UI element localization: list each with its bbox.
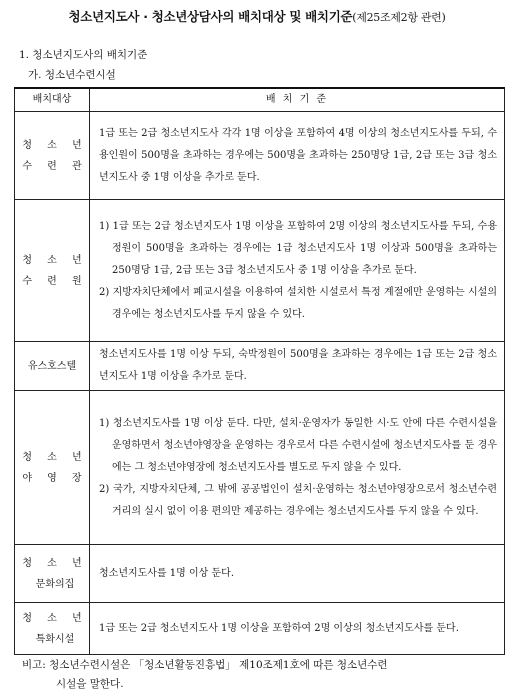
section-heading-1: 1. 청소년지도사의 배치기준 bbox=[19, 49, 148, 61]
table-row bbox=[15, 603, 505, 655]
footnote-line-1: 비고: 청소년수련시설은 「청소년활동진흥법」 제10조제1호에 따른 청소년수련 bbox=[22, 659, 388, 671]
title-main: 청소년지도사 · 청소년상담사의 배치대상 및 배치기준 bbox=[68, 9, 353, 24]
table-row bbox=[15, 342, 505, 391]
criteria-item: 1) 청소년지도사를 1명 이상 둔다. 다만, 설치·운영자가 동일한 시·도 안에 다른 수련시설을 운영하면서 청소년야영장을 운영하는 경우로서 다른 수련시설에 청소년지도사를 둔 경우에는 그 청소년야영장에 청소년지도사를 별도로 두지 않을 수 있다. bbox=[99, 417, 497, 473]
placement-standards-table bbox=[14, 87, 505, 655]
table-header-row bbox=[15, 88, 505, 112]
row-category: 청 소 년 수 련 원 bbox=[15, 200, 90, 342]
criteria-item: 2) 지방자치단체에서 폐교시설을 이용하여 설치한 시설로서 특정 계절에만 운영하는 시설의 경우에는 청소년지도사를 두지 않을 수 있다. bbox=[99, 286, 497, 320]
footnote-line-2: 시설을 말한다. bbox=[56, 678, 124, 690]
table-footnote bbox=[22, 656, 502, 694]
row-criteria: 청소년지도사를 1명 이상 두되, 숙박정원이 500명을 초과하는 경우에는 1급 또는 2급 청소년지도사 1명 이상을 추가로 둔다. bbox=[90, 342, 505, 391]
row-category: 청 소 년 특화시설 bbox=[15, 603, 90, 655]
row-criteria bbox=[90, 200, 505, 342]
header-target: 배치대상 bbox=[15, 88, 90, 112]
row-category: 유스호스텔 bbox=[15, 342, 90, 391]
table-row bbox=[15, 200, 505, 342]
row-criteria: 1급 또는 2급 청소년지도사 1명 이상을 포함하여 2명 이상의 청소년지도사를 둔다. bbox=[90, 603, 505, 655]
row-category: 청 소 년 야 영 장 bbox=[15, 391, 90, 545]
table-row bbox=[15, 391, 505, 545]
table-row bbox=[15, 545, 505, 603]
title-subtitle: (제25조제2항 관련) bbox=[352, 11, 446, 24]
row-criteria: 청소년지도사를 1명 이상 둔다. bbox=[90, 545, 505, 603]
header-criteria: 배 치 기 준 bbox=[90, 88, 505, 112]
section-heading-2: 가. 청소년수련시설 bbox=[28, 69, 116, 81]
row-category: 청 소 년 문화의집 bbox=[15, 545, 90, 603]
criteria-item: 2) 국가, 지방자치단체, 그 밖에 공공법인이 설치·운영하는 청소년야영장으로서 청소년수련거리의 실시 없이 이용 편의만 제공하는 경우에는 청소년지도사를 두지 않을 수 있다. bbox=[99, 483, 497, 517]
row-category: 청 소 년 수 련 관 bbox=[15, 112, 90, 200]
row-criteria bbox=[90, 391, 505, 545]
criteria-item: 1) 1급 또는 2급 청소년지도사 1명 이상을 포함하여 2명 이상의 청소년지도사를 두되, 수용정원이 500명을 초과하는 경우에는 1급 청소년지도사 1명 이상과 500명을 초과하는 250명당 1급, 2급 또는 3급 청소년지도사 중 1명 이상을 추가로 둔다. bbox=[99, 220, 497, 276]
table-row bbox=[15, 112, 505, 200]
document-title bbox=[0, 7, 514, 25]
row-criteria: 1급 또는 2급 청소년지도사 각각 1명 이상을 포함하여 4명 이상의 청소년지도사를 두되, 수용인원이 500명을 초과하는 경우에는 500명을 초과하는 250명당 1급, 2급 또는 3급 청소년지도사 중 1명 이상을 추가로 둔다. bbox=[90, 112, 505, 200]
